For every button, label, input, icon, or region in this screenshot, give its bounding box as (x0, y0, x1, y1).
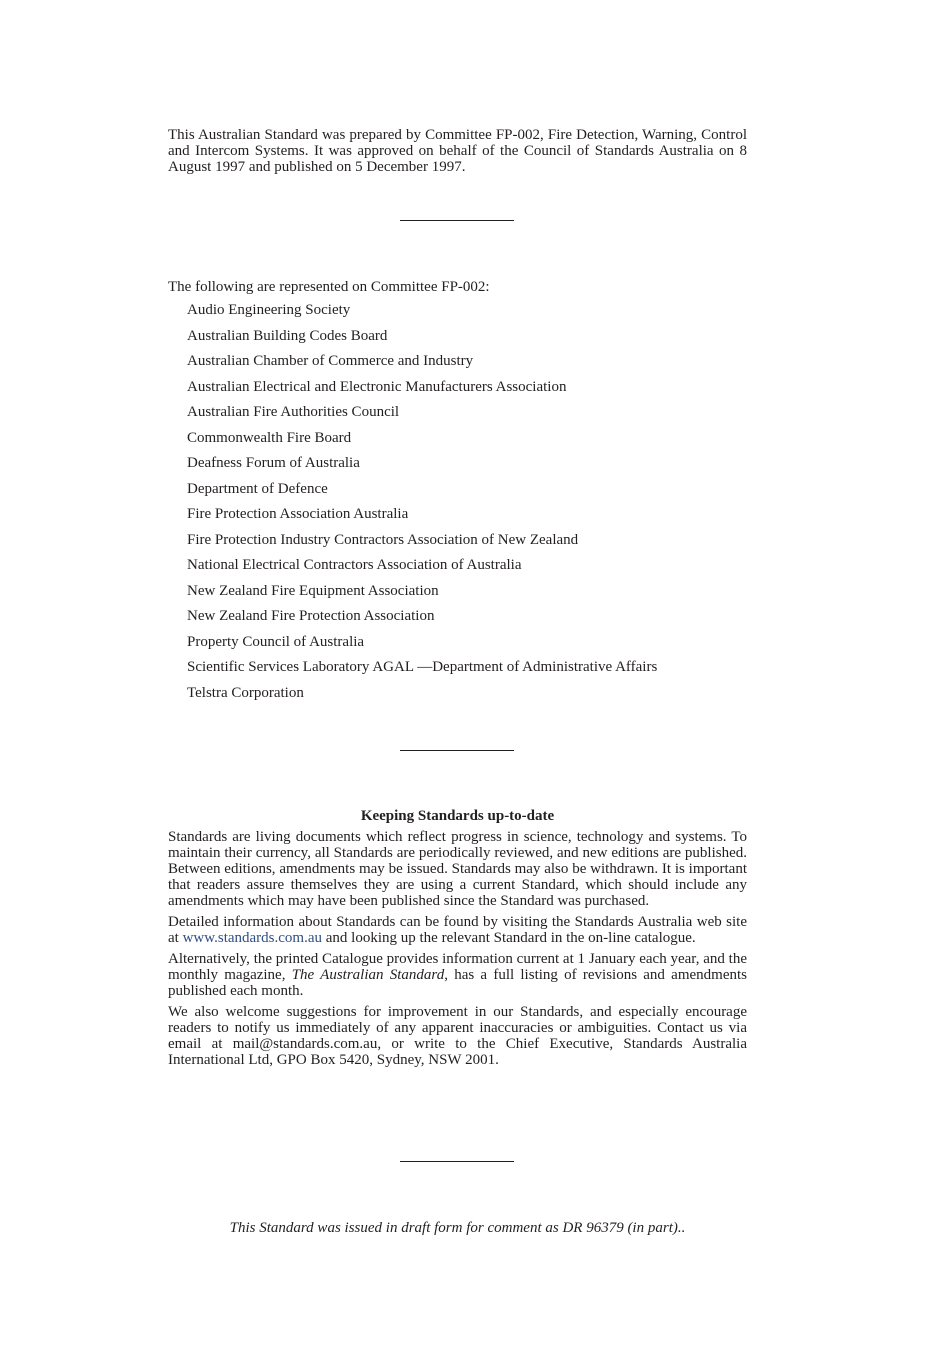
committee-member: Australian Building Codes Board (187, 327, 388, 344)
keeping-up-to-date-heading: Keeping Standards up-to-date (360, 808, 555, 824)
keeping-paragraph-4: We also welcome suggestions for improvement in our Standards, and especially encourage readers to notify us immediately of any apparent inaccuracies or ambiguities. Contact us via email at mail@standards.com.au, or write to the Chief Executive, Standards Australia International Ltd, GPO Box 5420, Sydney, NSW 2001. (168, 1004, 747, 1068)
committee-member: Australian Electrical and Electronic Manufacturers Association (187, 378, 567, 395)
keeping-up-to-date-body (168, 829, 747, 1073)
section-divider (400, 1161, 514, 1162)
committee-member: Commonwealth Fire Board (187, 429, 352, 446)
draft-note: This Standard was issued in draft form for comment as DR 96379 (in part).. (229, 1220, 686, 1236)
keeping-paragraph-2 (168, 914, 747, 946)
magazine-title: The Australian Standard (291, 967, 445, 983)
intro-paragraph: This Australian Standard was prepared by Committee FP-002, Fire Detection, Warning, Control and Intercom Systems. It was approved on behalf of the Council of Standards Australia on 8 August 1997 and published on 5 December 1997. (168, 127, 747, 175)
committee-member: Australian Fire Authorities Council (187, 404, 400, 420)
committee-member: Deafness Forum of Australia (187, 455, 360, 471)
committee-member: Department of Defence (187, 480, 328, 497)
committee-member: Audio Engineering Society (187, 302, 351, 318)
committee-member: Australian Chamber of Commerce and Industry (187, 353, 474, 369)
section-divider (400, 750, 514, 751)
text-span: Detailed information about Standards can be found by visiting the Standards Australia web site at (168, 914, 747, 946)
committee-member: Property Council of Australia (187, 633, 365, 650)
keeping-paragraph-3 (168, 951, 747, 999)
text-span: , has a full listing of revisions and amendments published each month. (168, 967, 747, 999)
keeping-paragraph-1: Standards are living documents which reflect progress in science, technology and systems. To maintain their currency, all Standards are periodically reviewed, and new editions are published. Between editions, amendments may be issued. Standards may also be withdrawn. It is important that readers assure themselves they are using a current Standard, which should include any amendments which may have been published since the Standard was purchased. (168, 829, 747, 909)
text-span: Alternatively, the printed Catalogue provides information current at 1 January each year, and the monthly magazine, (168, 951, 747, 983)
committee-member: New Zealand Fire Equipment Association (187, 582, 439, 599)
committee-member-list (187, 300, 657, 708)
section-divider (400, 220, 514, 221)
committee-member: Scientific Services Laboratory AGAL —Department of Administrative Affairs (187, 659, 658, 675)
committee-lead: The following are represented on Committee FP-002: (168, 279, 490, 295)
committee-member: New Zealand Fire Protection Association (187, 608, 435, 624)
committee-member: Fire Protection Industry Contractors Association of New Zealand (187, 531, 579, 548)
committee-member: National Electrical Contractors Association of Australia (187, 557, 522, 573)
committee-member: Telstra Corporation (187, 684, 304, 701)
committee-member: Fire Protection Association Australia (187, 506, 409, 522)
standards-website-link[interactable]: www.standards.com.au (182, 930, 322, 946)
text-span: and looking up the relevant Standard in the on-line catalogue. (322, 930, 696, 946)
